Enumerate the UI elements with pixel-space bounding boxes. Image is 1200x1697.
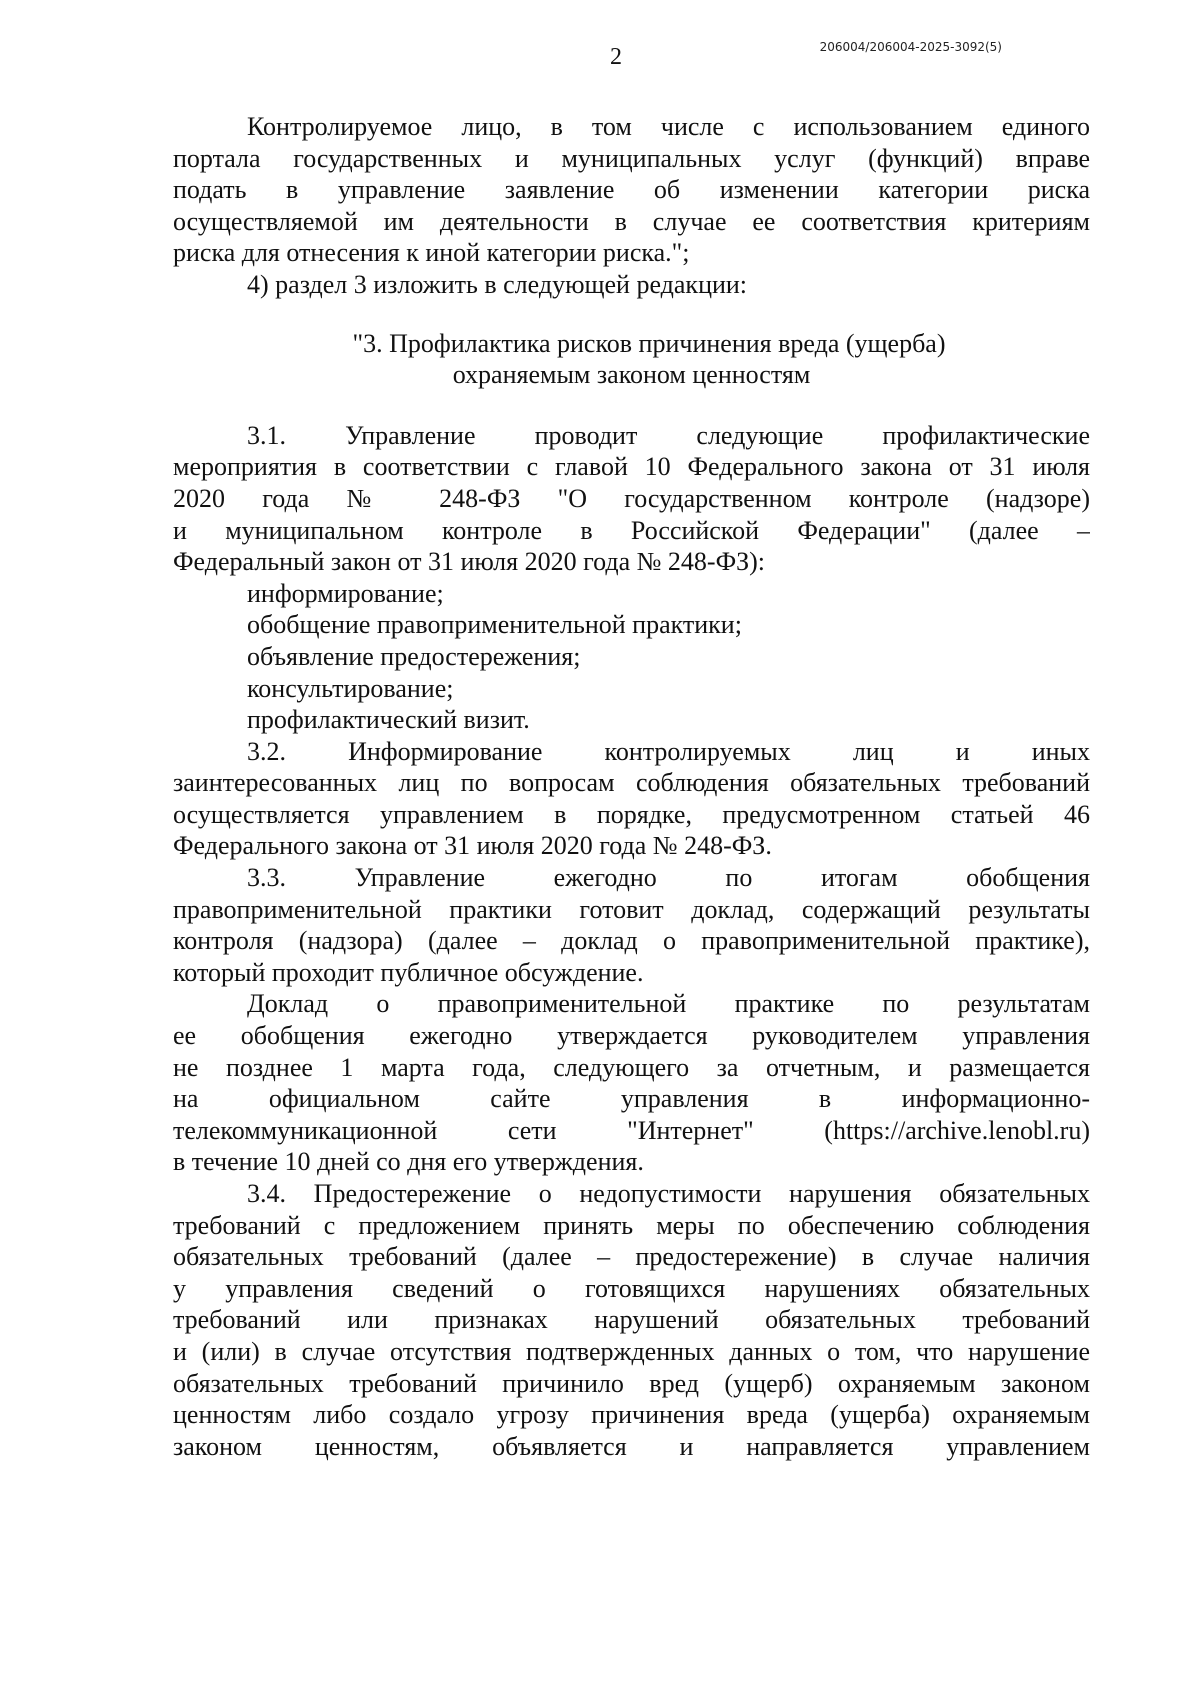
text-line: 3.2. Информирование контролируемых лиц и иных [247, 736, 1090, 766]
text-line: 4) раздел 3 изложить в следующей редакции: [247, 269, 748, 299]
section-heading [173, 328, 1090, 391]
paragraph-report-publication [173, 988, 1090, 1178]
text-line: который проходит публичное обсуждение. [173, 957, 644, 987]
list-item: обобщение правоприменительной практики; [247, 610, 742, 640]
text-line: осуществляемой им деятельности в случае ее соответствия критериям [173, 206, 1090, 236]
text-line: обязательных требований (далее – предостережение) в случае наличия [173, 1242, 1090, 1272]
paragraph-3-1 [173, 420, 1090, 578]
document-registration-number: 206004/206004-2025-3092(5) [819, 40, 1002, 54]
text-line: обязательных требований причинило вред (ущерб) охраняемым законом [173, 1368, 1090, 1398]
text-line: на официальном сайте управления в информационно- [173, 1084, 1090, 1114]
list-item: информирование; [247, 578, 444, 608]
text-line: подать в управление заявление об изменении категории риска [173, 175, 1090, 205]
paragraph-3-2 [173, 736, 1090, 862]
text-line: и (или) в случае отсутствия подтвержденных данных о том, что нарушение [173, 1336, 1090, 1366]
list-item: консультирование; [247, 673, 454, 703]
text-line: законом ценностям, объявляется и направляется управлением [173, 1431, 1090, 1461]
text-line: и муниципальном контроле в Российской Федерации" (далее – [173, 515, 1090, 545]
text-line: ценностям либо создало угрозу причинения вреда (ущерба) охраняемым [173, 1400, 1090, 1430]
text-line: Федеральный закон от 31 июля 2020 года № 248-ФЗ): [173, 547, 766, 577]
text-line: требований или признаках нарушений обязательных требований [173, 1305, 1090, 1335]
text-line: у управления сведений о готовящихся нарушениях обязательных [173, 1273, 1090, 1303]
text-line: Доклад о правоприменительной практике по результатам [247, 989, 1090, 1019]
text-line: телекоммуникационной сети "Интернет" (https://archive.lenobl.ru) [173, 1115, 1090, 1145]
text-line: не позднее 1 марта года, следующего за отчетным, и размещается [173, 1052, 1090, 1082]
text-line: мероприятия в соответствии с главой 10 Федерального закона от 31 июля [173, 452, 1090, 482]
text-line: Контролируемое лицо, в том числе с использованием единого [247, 112, 1090, 141]
text-line: контроля (надзора) (далее – доклад о правоприменительной практике), [173, 926, 1090, 956]
list-item: объявление предостережения; [247, 641, 581, 671]
heading-line: охраняемым законом ценностям [452, 360, 811, 390]
text-line: Федерального закона от 31 июля 2020 года № 248-ФЗ. [173, 831, 772, 861]
paragraph-amendment-item-4 [173, 269, 1090, 301]
text-line: осуществляется управлением в порядке, предусмотренном статьей 46 [173, 799, 1090, 829]
text-line: 2020 года № 248-ФЗ "О государственном контроле (надзоре) [173, 483, 1090, 513]
text-line: правоприменительной практики готовит доклад, содержащий результаты [173, 894, 1090, 924]
text-line: риска для отнесения к иной категории риска."; [173, 238, 690, 268]
page-number: 2 [610, 44, 622, 70]
paragraph-3-3 [173, 862, 1090, 988]
text-line: заинтересованных лиц по вопросам соблюдения обязательных требований [173, 768, 1090, 798]
text-line: портала государственных и муниципальных услуг (функций) вправе [173, 143, 1090, 173]
text-line: в течение 10 дней со дня его утверждения. [173, 1147, 644, 1177]
text-line: 3.1. Управление проводит следующие профилактические [247, 420, 1090, 450]
paragraph-3-4 [173, 1178, 1090, 1462]
text-line: требований с предложением принять меры по обеспечению соблюдения [173, 1210, 1090, 1240]
text-line: ее обобщения ежегодно утверждается руководителем управления [173, 1021, 1090, 1051]
text-line: 3.4. Предостережение о недопустимости нарушения обязательных [247, 1179, 1090, 1208]
text-line: 3.3. Управление ежегодно по итогам обобщения [247, 863, 1090, 893]
heading-line: "3. Профилактика рисков причинения вреда (ущерба) [352, 328, 946, 358]
prevention-measures-list [173, 578, 1090, 736]
list-item: профилактический визит. [247, 705, 530, 735]
paragraph-controlled-person-risk [173, 111, 1090, 269]
document-body [173, 111, 1090, 1462]
